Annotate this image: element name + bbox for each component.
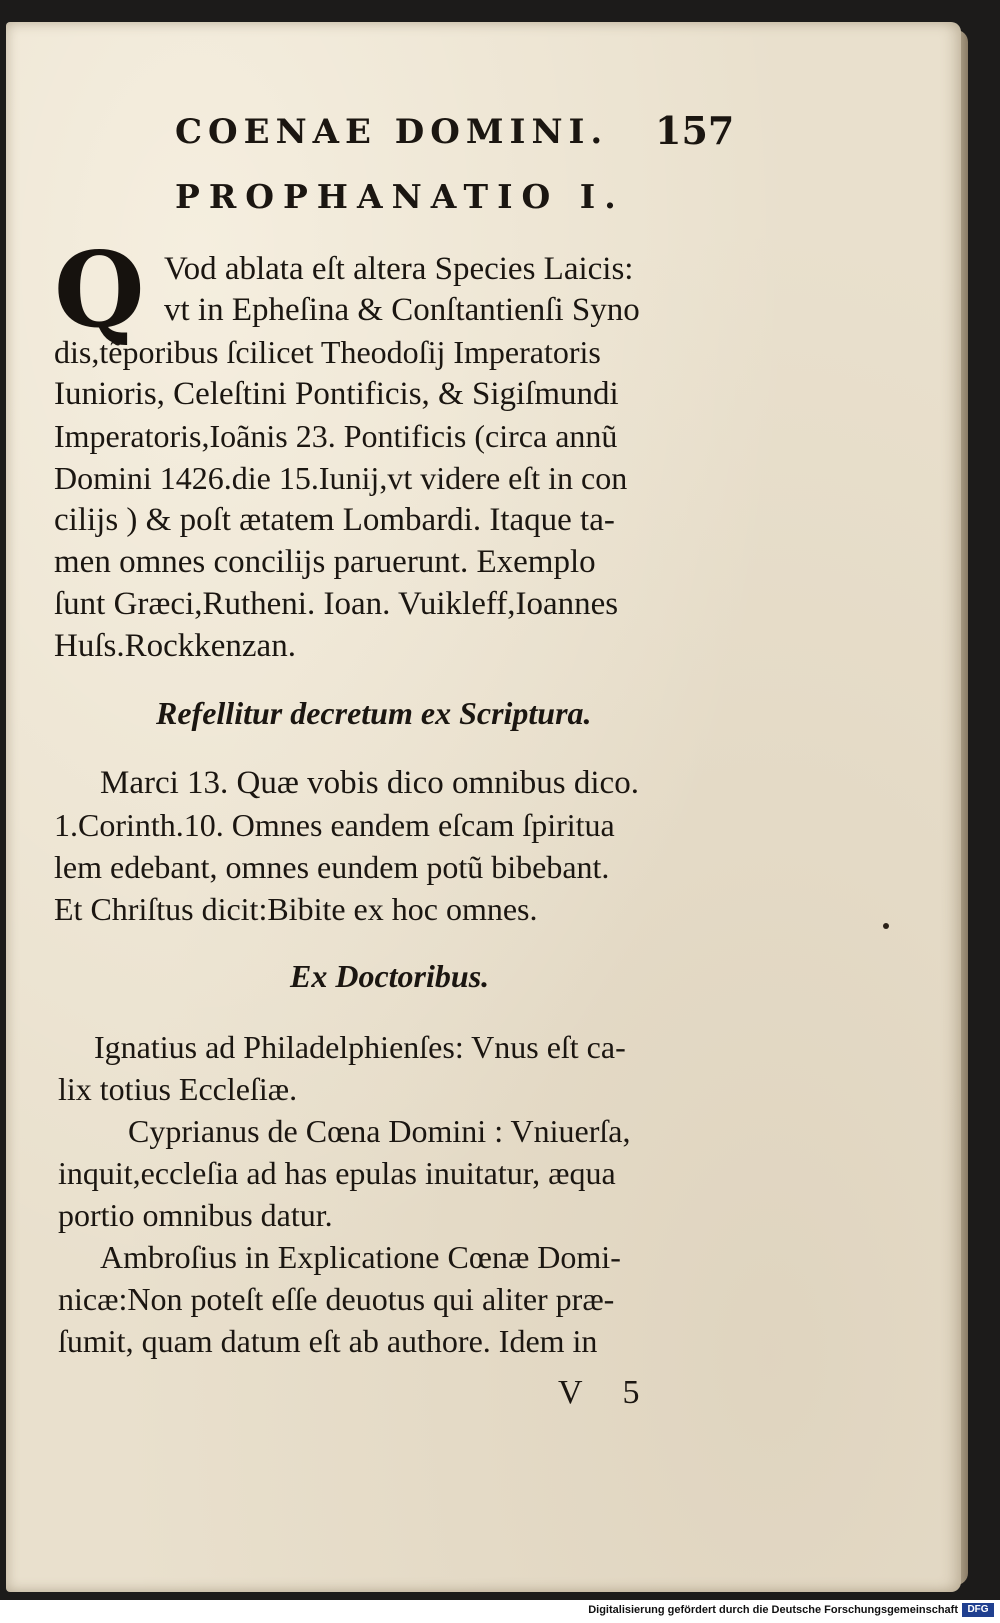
text-line: ſumit, quam datum eſt ab authore. Idem in <box>58 1323 598 1359</box>
text-line: Domini 1426.die 15.Iunij,vt videre eſt in con <box>54 460 628 496</box>
text-line: portio omnibus datur. <box>58 1197 333 1233</box>
signature-mark: V 5 <box>558 1374 656 1411</box>
text-line: Imperatoris,Ioãnis 23. Pontificis (circa annũ <box>54 418 618 454</box>
running-title: COENAE DOMINI. <box>175 112 609 152</box>
subheading-doctors: Ex Doctoribus. <box>290 958 490 994</box>
text-line: Vod ablata eſt altera Species Laicis: <box>164 251 634 287</box>
text-line: nicæ:Non poteſt eſſe deuotus qui aliter præ- <box>58 1281 615 1317</box>
text-line: Ambroſius in Explicatione Cœnæ Domi- <box>100 1239 621 1275</box>
text-line: Et Chriſtus dicit:Bibite ex hoc omnes. <box>54 891 538 927</box>
text-line: cilijs ) & poſt ætatem Lombardi. Itaque ta- <box>54 502 615 538</box>
text-line: 1.Corinth.10. Omnes eandem eſcam ſpiritua <box>54 807 615 843</box>
text-line: lem edebant, omnes eundem potũ bibebant. <box>54 849 610 885</box>
text-line: Huſs.Rockkenzan. <box>54 628 296 664</box>
text-line: inquit,eccleſia ad has epulas inuitatur, æqua <box>58 1155 616 1191</box>
page-number: 157 <box>655 108 735 153</box>
text-line: Cyprianus de Cœna Domini : Vniuerſa, <box>128 1113 631 1149</box>
drop-capital: Q <box>54 228 145 351</box>
text-line: dis,tẽporibus ſcilicet Theodoſij Imperatoris <box>54 334 601 370</box>
text-line: Ignatius ad Philadelphienſes: Vnus eſt ca- <box>94 1029 626 1065</box>
text-line: vt in Epheſina & Conſtantienſi Syno <box>164 292 640 328</box>
text-line: Iunioris, Celeſtini Pontificis, & Sigiſmundi <box>54 376 619 412</box>
text-line: ſunt Græci,Rutheni. Ioan. Vuikleff,Ioannes <box>54 586 619 622</box>
text-line: Marci 13. Quæ vobis dico omnibus dico. <box>100 765 639 801</box>
subheading-scripture: Refellitur decretum ex Scriptura. <box>156 695 592 731</box>
section-heading: PROPHANATIO I. <box>175 177 625 216</box>
text-line: men omnes concilijs paruerunt. Exemplo <box>54 544 596 580</box>
text-line: lix totius Eccleſiæ. <box>58 1071 298 1107</box>
dfg-logo: DFG <box>962 1603 994 1617</box>
ink-speck <box>883 923 889 929</box>
digitization-credit: Digitalisierung gefördert durch die Deutsche Forschungsgemeinschaft <box>588 1604 958 1616</box>
